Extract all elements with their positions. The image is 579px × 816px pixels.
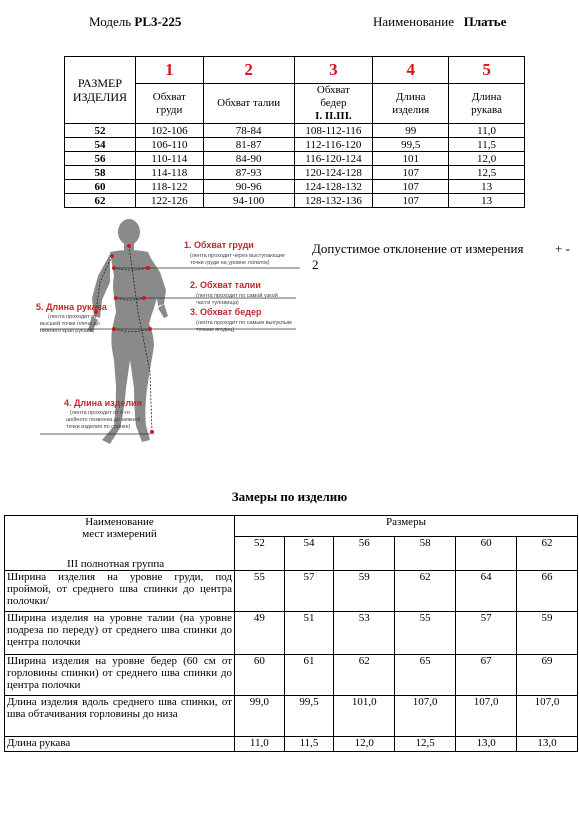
label-length-sub1: (лента проходит от 6-го: [70, 410, 130, 416]
measure-value: 66: [517, 571, 578, 612]
label-length-sub3: точки изделия по спинке): [66, 424, 131, 430]
measure-label: Ширина изделия на уровне груди, под проймой, от среднего шва спинки до центра полочки/: [5, 571, 235, 612]
measure-row: [5, 571, 578, 612]
size-value-cell: 128-132-136: [294, 194, 373, 208]
size-cell: 54: [65, 138, 136, 152]
size-row: [65, 194, 525, 208]
size-value-cell: 78-84: [203, 124, 294, 138]
size-value-cell: 124-128-132: [294, 180, 373, 194]
label-waist-sub2: части туловища): [196, 300, 239, 306]
size-row: [65, 152, 525, 166]
measure-value: 12,5: [395, 737, 456, 752]
size-value-cell: 99: [373, 124, 449, 138]
measure-label: Ширина изделия на уровне талии (на уровне подреза по переду) от среднего шва спинки до центра полочки: [5, 612, 235, 655]
measure-value: 99,0: [235, 696, 285, 737]
measure-value: 62: [334, 655, 395, 696]
measure-value: 107,0: [517, 696, 578, 737]
measure-value: 12,0: [334, 737, 395, 752]
measure-value: 11,5: [284, 737, 334, 752]
size-cell: 58: [65, 166, 136, 180]
size-value-cell: 11,0: [449, 124, 525, 138]
size-row: [65, 124, 525, 138]
label-chest-sub1: (лента проходит через выступающие: [190, 253, 285, 259]
size-value-cell: 12,0: [449, 152, 525, 166]
measure-label: Длина рукава: [5, 737, 235, 752]
size-cell: 52: [65, 124, 136, 138]
size-value-cell: 12,5: [449, 166, 525, 180]
measure-row: [5, 612, 578, 655]
measure-value: 55: [235, 571, 285, 612]
tolerance-plus-minus: + -: [555, 241, 570, 256]
measure-label: Длина изделия вдоль среднего шва спинки, от шва обтачивания горловины до низа: [5, 696, 235, 737]
size-value-cell: 106-110: [135, 138, 203, 152]
col-number-2: 2: [203, 57, 294, 84]
size-column-header: 58: [395, 537, 456, 571]
size-value-cell: 81-87: [203, 138, 294, 152]
size-row: [65, 180, 525, 194]
measure-value: 69: [517, 655, 578, 696]
label-sleeve-sub1: (лента проходит от: [48, 314, 97, 320]
measure-value: 60: [235, 655, 285, 696]
col-number-1: 1: [135, 57, 203, 84]
measure-value: 13,0: [517, 737, 578, 752]
measure-value: 107,0: [395, 696, 456, 737]
size-value-cell: 108-112-116: [294, 124, 373, 138]
size-column-header: 62: [517, 537, 578, 571]
size-value-cell: 90-96: [203, 180, 294, 194]
label-hips-title: 3. Обхват бедер: [190, 307, 262, 317]
measure-value: 99,5: [284, 696, 334, 737]
size-row: [65, 138, 525, 152]
measure-value: 61: [284, 655, 334, 696]
measure-value: 65: [395, 655, 456, 696]
size-value-cell: 102-106: [135, 124, 203, 138]
name-label: Наименование: [373, 14, 454, 29]
label-hips-sub1: (лента проходит по самым выпуклым: [196, 320, 292, 326]
measure-row: [5, 737, 578, 752]
label-length-sub2: шейного позвонка до нижней: [66, 417, 141, 423]
measurements-title: Замеры по изделию: [231, 489, 348, 504]
sizes-header: Размеры: [235, 516, 578, 537]
size-value-cell: 118-122: [135, 180, 203, 194]
col-header-length: Длина изделия: [373, 84, 449, 124]
measure-row: [5, 696, 578, 737]
measure-value: 55: [395, 612, 456, 655]
measure-row: [5, 655, 578, 696]
size-column-header: 60: [456, 537, 517, 571]
size-cell: 60: [65, 180, 136, 194]
col-number-5: 5: [449, 57, 525, 84]
size-value-cell: 101: [373, 152, 449, 166]
name-line: [373, 14, 506, 30]
measure-value: 107,0: [456, 696, 517, 737]
size-value-cell: 107: [373, 194, 449, 208]
measure-value: 57: [456, 612, 517, 655]
label-sleeve-sub2: высшей точки плеча до: [40, 321, 100, 327]
name-value: Платье: [463, 14, 507, 29]
model-label: Модель: [89, 14, 132, 29]
measurements-table: [4, 515, 578, 752]
size-column-header: 52: [235, 537, 285, 571]
label-waist-title: 2. Обхват талии: [190, 280, 261, 290]
label-waist-sub1: (лента проходит по самой узкой: [196, 293, 278, 299]
fullness-group: III полнотная группа: [67, 558, 165, 570]
measure-label: Ширина изделия на уровне бедер (60 см от горловины спинки) от среднего шва спинки до центра полочки: [5, 655, 235, 696]
col-header-hips: Обхват бедер I. II.III.: [294, 84, 373, 124]
measure-value: 53: [334, 612, 395, 655]
measure-value: 64: [456, 571, 517, 612]
size-table: [64, 56, 525, 208]
col-header-chest: Обхват груди: [135, 84, 203, 124]
measure-value: 62: [395, 571, 456, 612]
label-hips-sub2: точкам ягодиц): [196, 327, 235, 333]
tolerance-note: [312, 241, 577, 273]
measure-value: 57: [284, 571, 334, 612]
size-column-header: 54: [284, 537, 334, 571]
measure-value: 51: [284, 612, 334, 655]
measure-value: 67: [456, 655, 517, 696]
label-chest-title: 1. Обхват груди: [184, 240, 254, 250]
body-measurement-figure: [30, 212, 300, 468]
measure-value: 59: [334, 571, 395, 612]
label-sleeve-title: 5. Длина рукава: [36, 302, 107, 312]
size-value-cell: 87-93: [203, 166, 294, 180]
label-chest-sub2: точки груди на уровне лопаток): [190, 260, 270, 266]
size-value-cell: 110-114: [135, 152, 203, 166]
size-value-cell: 11,5: [449, 138, 525, 152]
size-row-header: РАЗМЕР ИЗДЕЛИЯ: [65, 57, 136, 124]
size-value-cell: 112-116-120: [294, 138, 373, 152]
col-number-4: 4: [373, 57, 449, 84]
size-value-cell: 94-100: [203, 194, 294, 208]
size-value-cell: 99,5: [373, 138, 449, 152]
size-column-header: 56: [334, 537, 395, 571]
label-length-title: 4. Длина изделия: [64, 398, 142, 408]
model-line: [89, 14, 181, 30]
measure-name-header: Наименование мест измерений III полнотная группа: [5, 516, 235, 571]
measure-value: 59: [517, 612, 578, 655]
tolerance-text: Допустимое отклонение от измерения: [312, 241, 524, 256]
size-value-cell: 13: [449, 180, 525, 194]
measure-value: 49: [235, 612, 285, 655]
tolerance-value: 2: [312, 257, 319, 272]
col-header-sleeve: Длина рукава: [449, 84, 525, 124]
col-number-3: 3: [294, 57, 373, 84]
label-sleeve-sub3: нижнего края рукава): [40, 328, 95, 334]
size-value-cell: 107: [373, 166, 449, 180]
size-value-cell: 13: [449, 194, 525, 208]
size-value-cell: 120-124-128: [294, 166, 373, 180]
size-value-cell: 114-118: [135, 166, 203, 180]
size-value-cell: 122-126: [135, 194, 203, 208]
measure-value: 13,0: [456, 737, 517, 752]
model-code: PL3-225: [134, 14, 182, 29]
size-value-cell: 116-120-124: [294, 152, 373, 166]
size-value-cell: 84-90: [203, 152, 294, 166]
measure-value: 11,0: [235, 737, 285, 752]
measure-value: 101,0: [334, 696, 395, 737]
size-cell: 56: [65, 152, 136, 166]
size-row: [65, 166, 525, 180]
size-value-cell: 107: [373, 180, 449, 194]
size-cell: 62: [65, 194, 136, 208]
col-header-waist: Обхват талии: [203, 84, 294, 124]
